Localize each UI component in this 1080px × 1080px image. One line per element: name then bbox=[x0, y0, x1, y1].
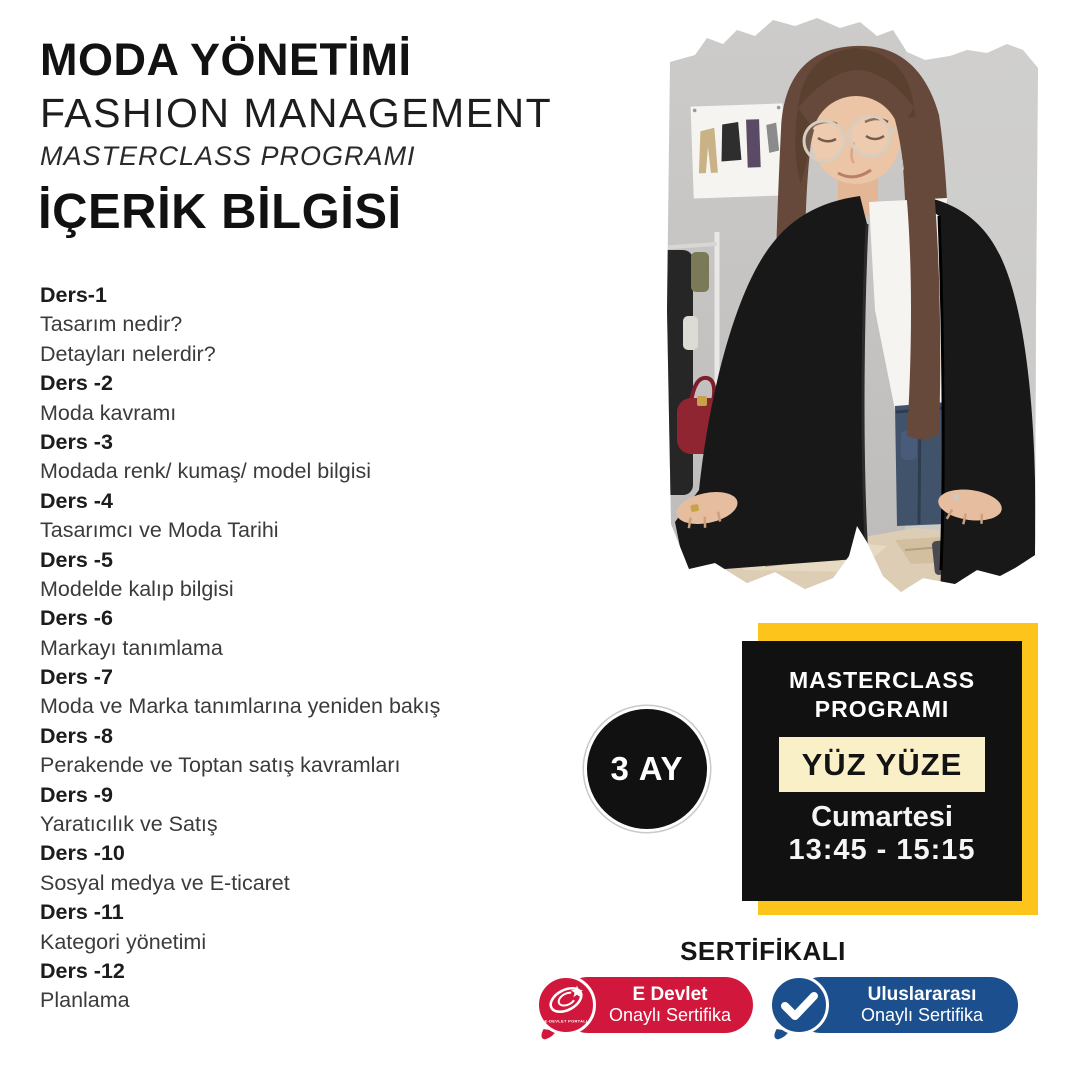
international-badge-title: Uluslararası bbox=[867, 984, 977, 1005]
lesson-desc: Planlama bbox=[40, 988, 130, 1013]
lesson-label: Ders -12 bbox=[40, 958, 125, 983]
title-english: FASHION MANAGEMENT bbox=[40, 90, 553, 136]
lesson-desc: Markayı tanımlama bbox=[40, 635, 223, 660]
edevlet-certificate-badge bbox=[533, 972, 753, 1038]
lesson-desc: Modada renk/ kumaş/ model bilgisi bbox=[40, 459, 372, 484]
lesson-label: Ders -4 bbox=[40, 488, 113, 513]
lesson-label: Ders -6 bbox=[40, 606, 113, 631]
international-certificate-badge bbox=[766, 972, 1018, 1038]
schedule-day: Cumartesi bbox=[811, 801, 953, 833]
lesson-label: Ders -9 bbox=[40, 782, 113, 807]
lesson-desc: Sosyal medya ve E-ticaret bbox=[40, 870, 290, 895]
card-title-line1: MASTERCLASS bbox=[788, 667, 976, 693]
e-devlet-logo-icon bbox=[533, 972, 599, 1042]
program-subtitle: MASTERCLASS PROGRAMI bbox=[40, 141, 416, 171]
schedule-time: 13:45 - 15:15 bbox=[788, 834, 976, 866]
card-title-line2: PROGRAMI bbox=[814, 696, 950, 722]
lesson-list bbox=[40, 281, 510, 1016]
lesson-desc: Moda ve Marka tanımlarına yeniden bakış bbox=[40, 694, 441, 719]
format-highlight: YÜZ YÜZE bbox=[779, 737, 985, 792]
lesson-label: Ders -5 bbox=[40, 547, 113, 572]
fashion-sketches bbox=[691, 103, 786, 198]
lesson-label: Ders -8 bbox=[40, 723, 113, 748]
international-badge-subtitle: Onaylı Sertifika bbox=[860, 1005, 984, 1025]
edevlet-badge-subtitle: Onaylı Sertifika bbox=[608, 1005, 732, 1025]
certification-heading: SERTİFİKALI bbox=[680, 936, 846, 966]
lesson-desc: Moda kavramı bbox=[40, 400, 177, 425]
lesson-desc: Yaratıcılık ve Satış bbox=[40, 812, 218, 837]
lesson-desc: Kategori yönetimi bbox=[40, 929, 207, 954]
content-section-title: İÇERİK BİLGİSİ bbox=[38, 185, 402, 239]
title-turkish: MODA YÖNETİMİ bbox=[40, 34, 412, 85]
schedule-card bbox=[742, 641, 1022, 901]
lesson-desc: Detayları nelerdir? bbox=[40, 341, 216, 366]
lesson-desc: Tasarımcı ve Moda Tarihi bbox=[40, 518, 279, 543]
e-devlet-logo-caption: E-DEVLET PORTALI bbox=[544, 1018, 588, 1024]
duration-badge: 3 AY bbox=[587, 709, 707, 829]
program-photo bbox=[655, 10, 1045, 610]
lesson-desc: Tasarım nedir? bbox=[40, 312, 183, 337]
lesson-label: Ders -10 bbox=[40, 841, 125, 866]
lesson-label: Ders -11 bbox=[40, 900, 124, 925]
lesson-label: Ders -7 bbox=[40, 665, 113, 690]
lesson-desc: Perakende ve Toptan satış kavramları bbox=[40, 753, 401, 778]
lesson-label: Ders -3 bbox=[40, 429, 113, 454]
lesson-label: Ders-1 bbox=[40, 283, 107, 307]
lesson-label: Ders -2 bbox=[40, 371, 113, 396]
edevlet-badge-title: E Devlet bbox=[632, 984, 708, 1005]
checkmark-icon bbox=[766, 972, 832, 1042]
lesson-desc: Modelde kalıp bilgisi bbox=[40, 576, 234, 601]
